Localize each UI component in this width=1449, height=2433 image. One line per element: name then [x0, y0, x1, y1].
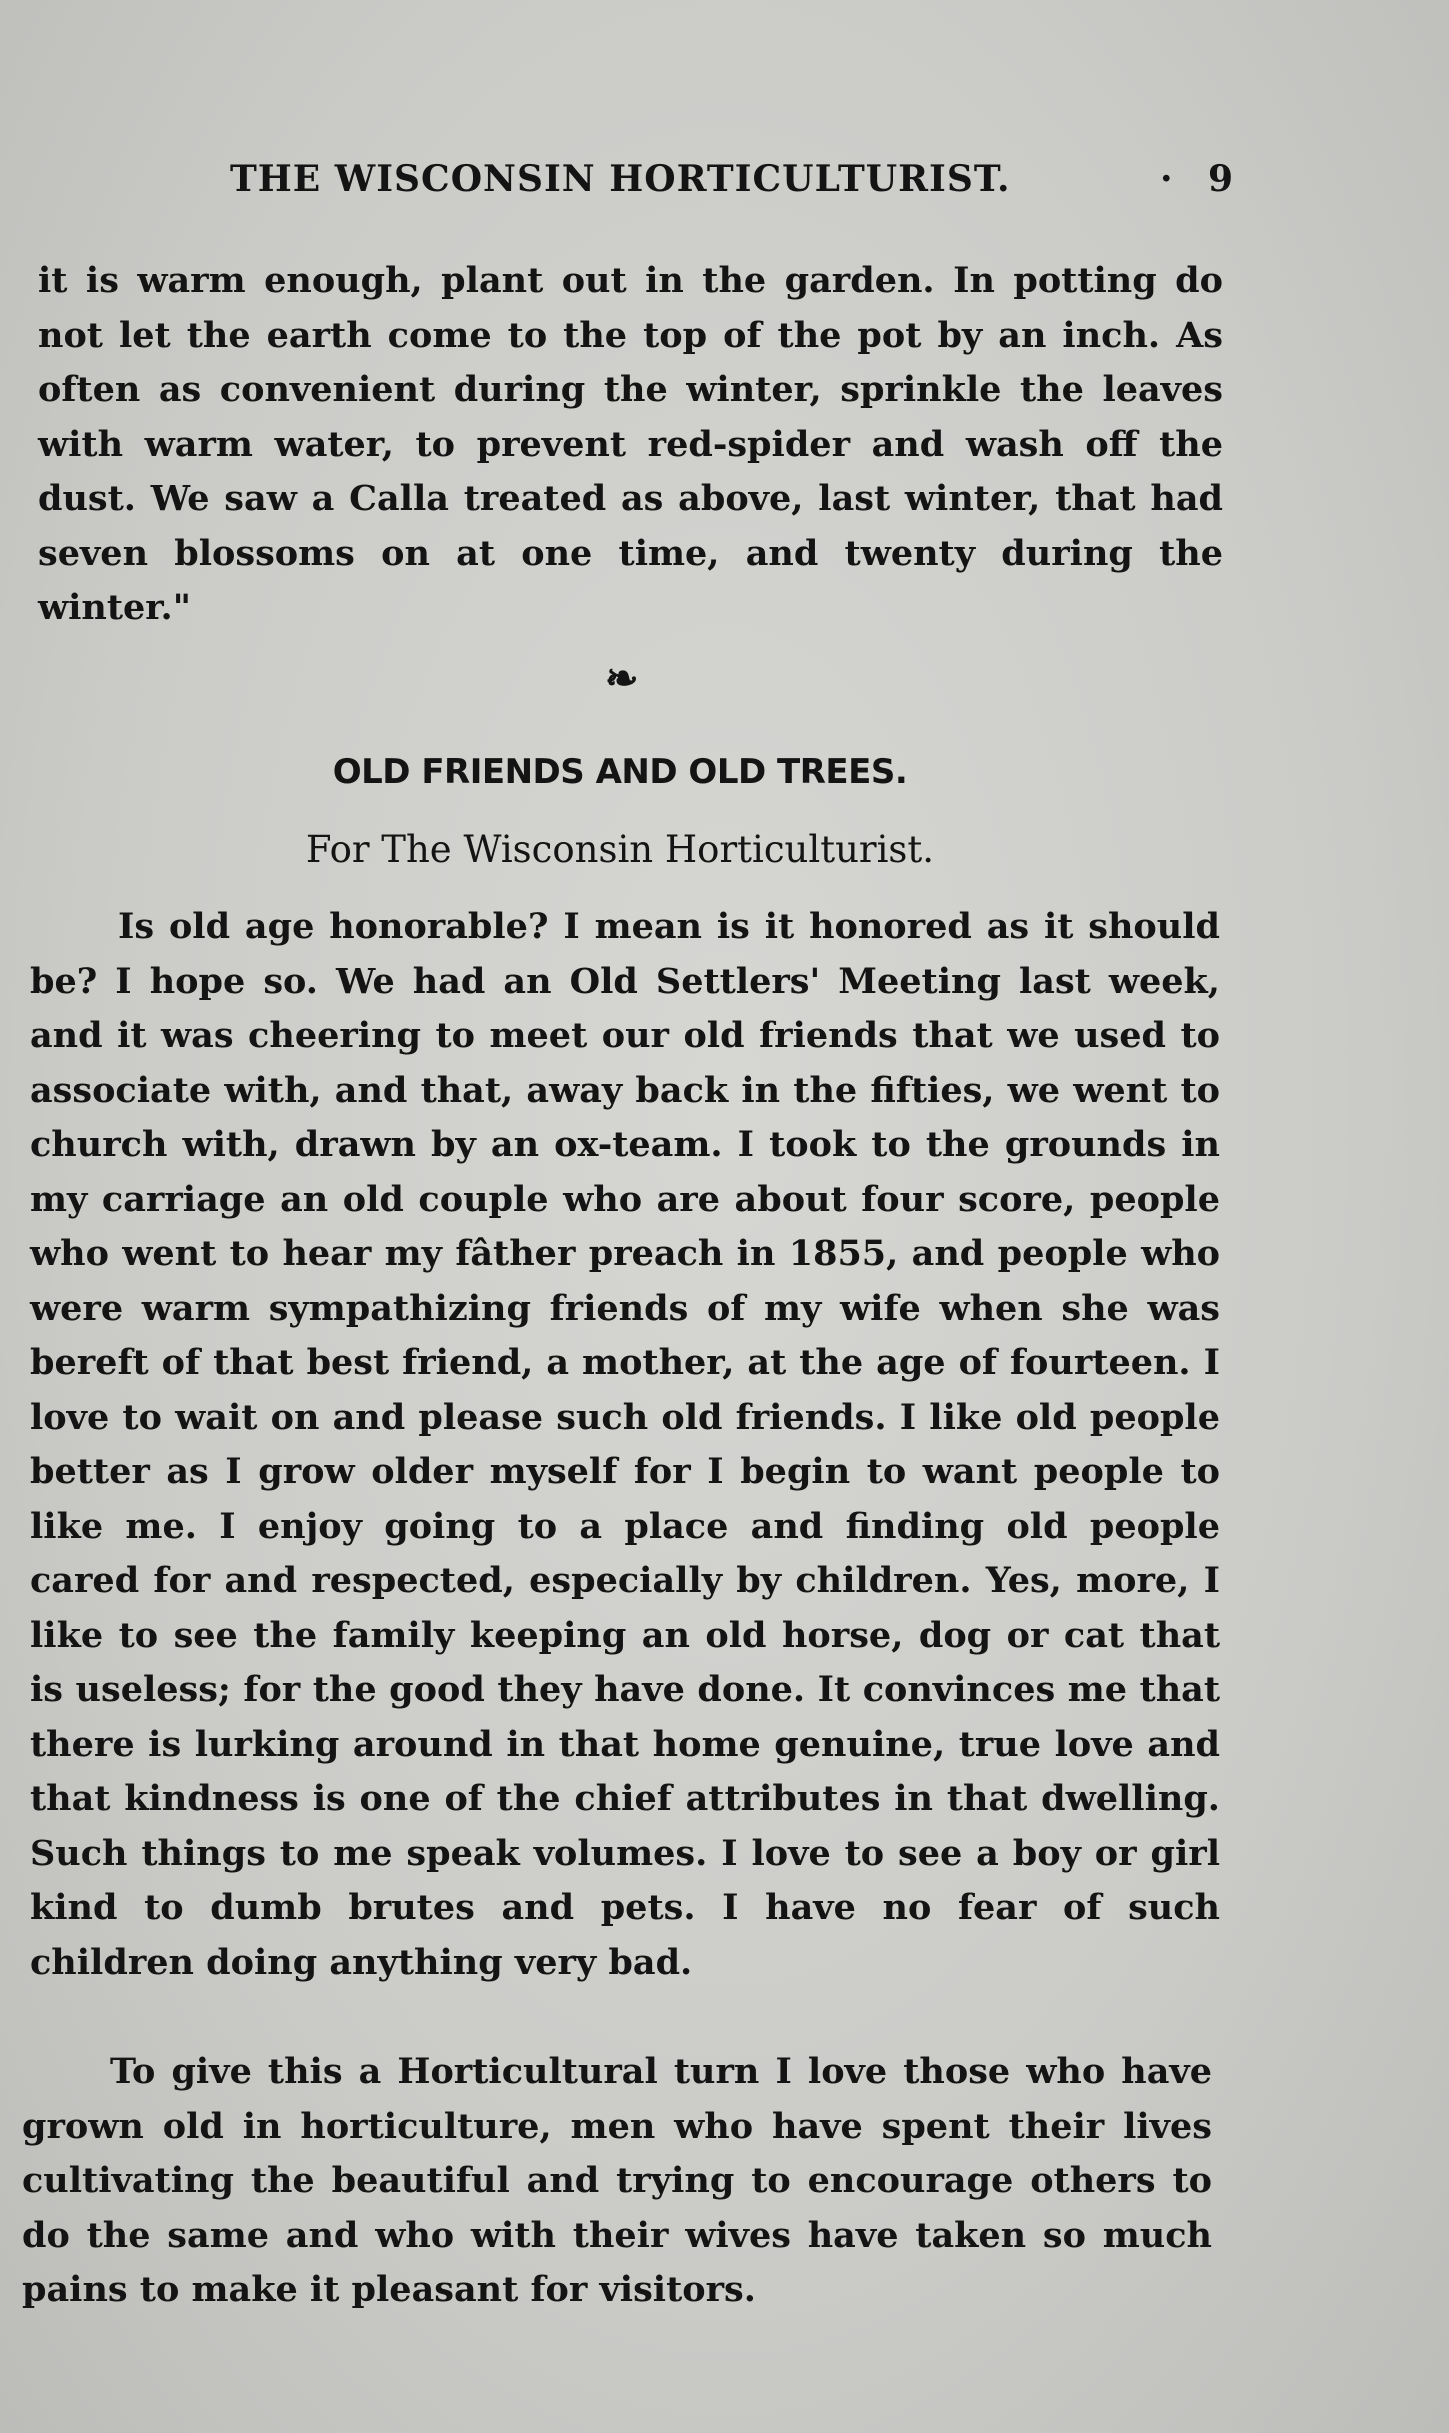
leaf-ornament-icon: ❧	[605, 655, 639, 702]
byline: For The Wisconsin Horticulturist.	[305, 828, 935, 871]
paragraph-horticultural-turn	[22, 2045, 1212, 2318]
paragraph-old-age	[30, 900, 1220, 1990]
running-title: THE WISCONSIN HORTICULTURIST.	[230, 158, 1011, 200]
page-number: 9	[1208, 158, 1234, 200]
paragraph-text: it is warm enough, plant out in the garden. In potting do not let the earth come to the top of the pot by an inch. As often as convenient during the winter, sprinkle the leaves with warm water, to prevent red-spider and wash off the dust. We saw a Calla treated as above, last winter, that had seven blossoms on at one time, and twenty during the winter."	[38, 260, 1223, 628]
paragraph-text: To give this a Horticultural turn I love those who have grown old in horticulture, men who have spent their lives cultivating the beautiful and trying to encourage others to do the same and who with their wives have taken so much pains to make it pleasant for visitors.	[22, 2051, 1212, 2310]
section-heading: OLD FRIENDS AND OLD TREES.	[332, 752, 908, 792]
paragraph-text: Is old age honorable? I mean is it honored as it should be? I hope so. We had an Old Settlers' Meeting last week, and it was cheering to meet our old friends that we used to associate with, and that, away back in the fifties, we went to church with, drawn by an ox-team. I took to the grounds in my carriage an old couple who are about four score, people who went to hear my fâther preach in 1855, and people who were warm sympathizing friends of my wife when she was bereft of that best friend, a mother, at the age of fourteen. I love to wait on and please such old friends. I like old people better as I grow older myself for I begin to want people to like me. I enjoy going to a place and finding old people cared for and respected, especially by children. Yes, more, I like to see the family keeping an old horse, dog or cat that is useless; for the good they have done. It convinces me that there is lurking around in that home genuine, true love and that kindness is one of the chief attributes in that dwelling. Such things to me speak volumes. I love to see a boy or girl kind to dumb brutes and pets. I have no fear of such children doing anything very bad.	[30, 906, 1220, 1983]
paragraph-continuation	[38, 254, 1223, 636]
header-dot: ·	[1160, 158, 1173, 200]
running-header	[30, 158, 1234, 218]
